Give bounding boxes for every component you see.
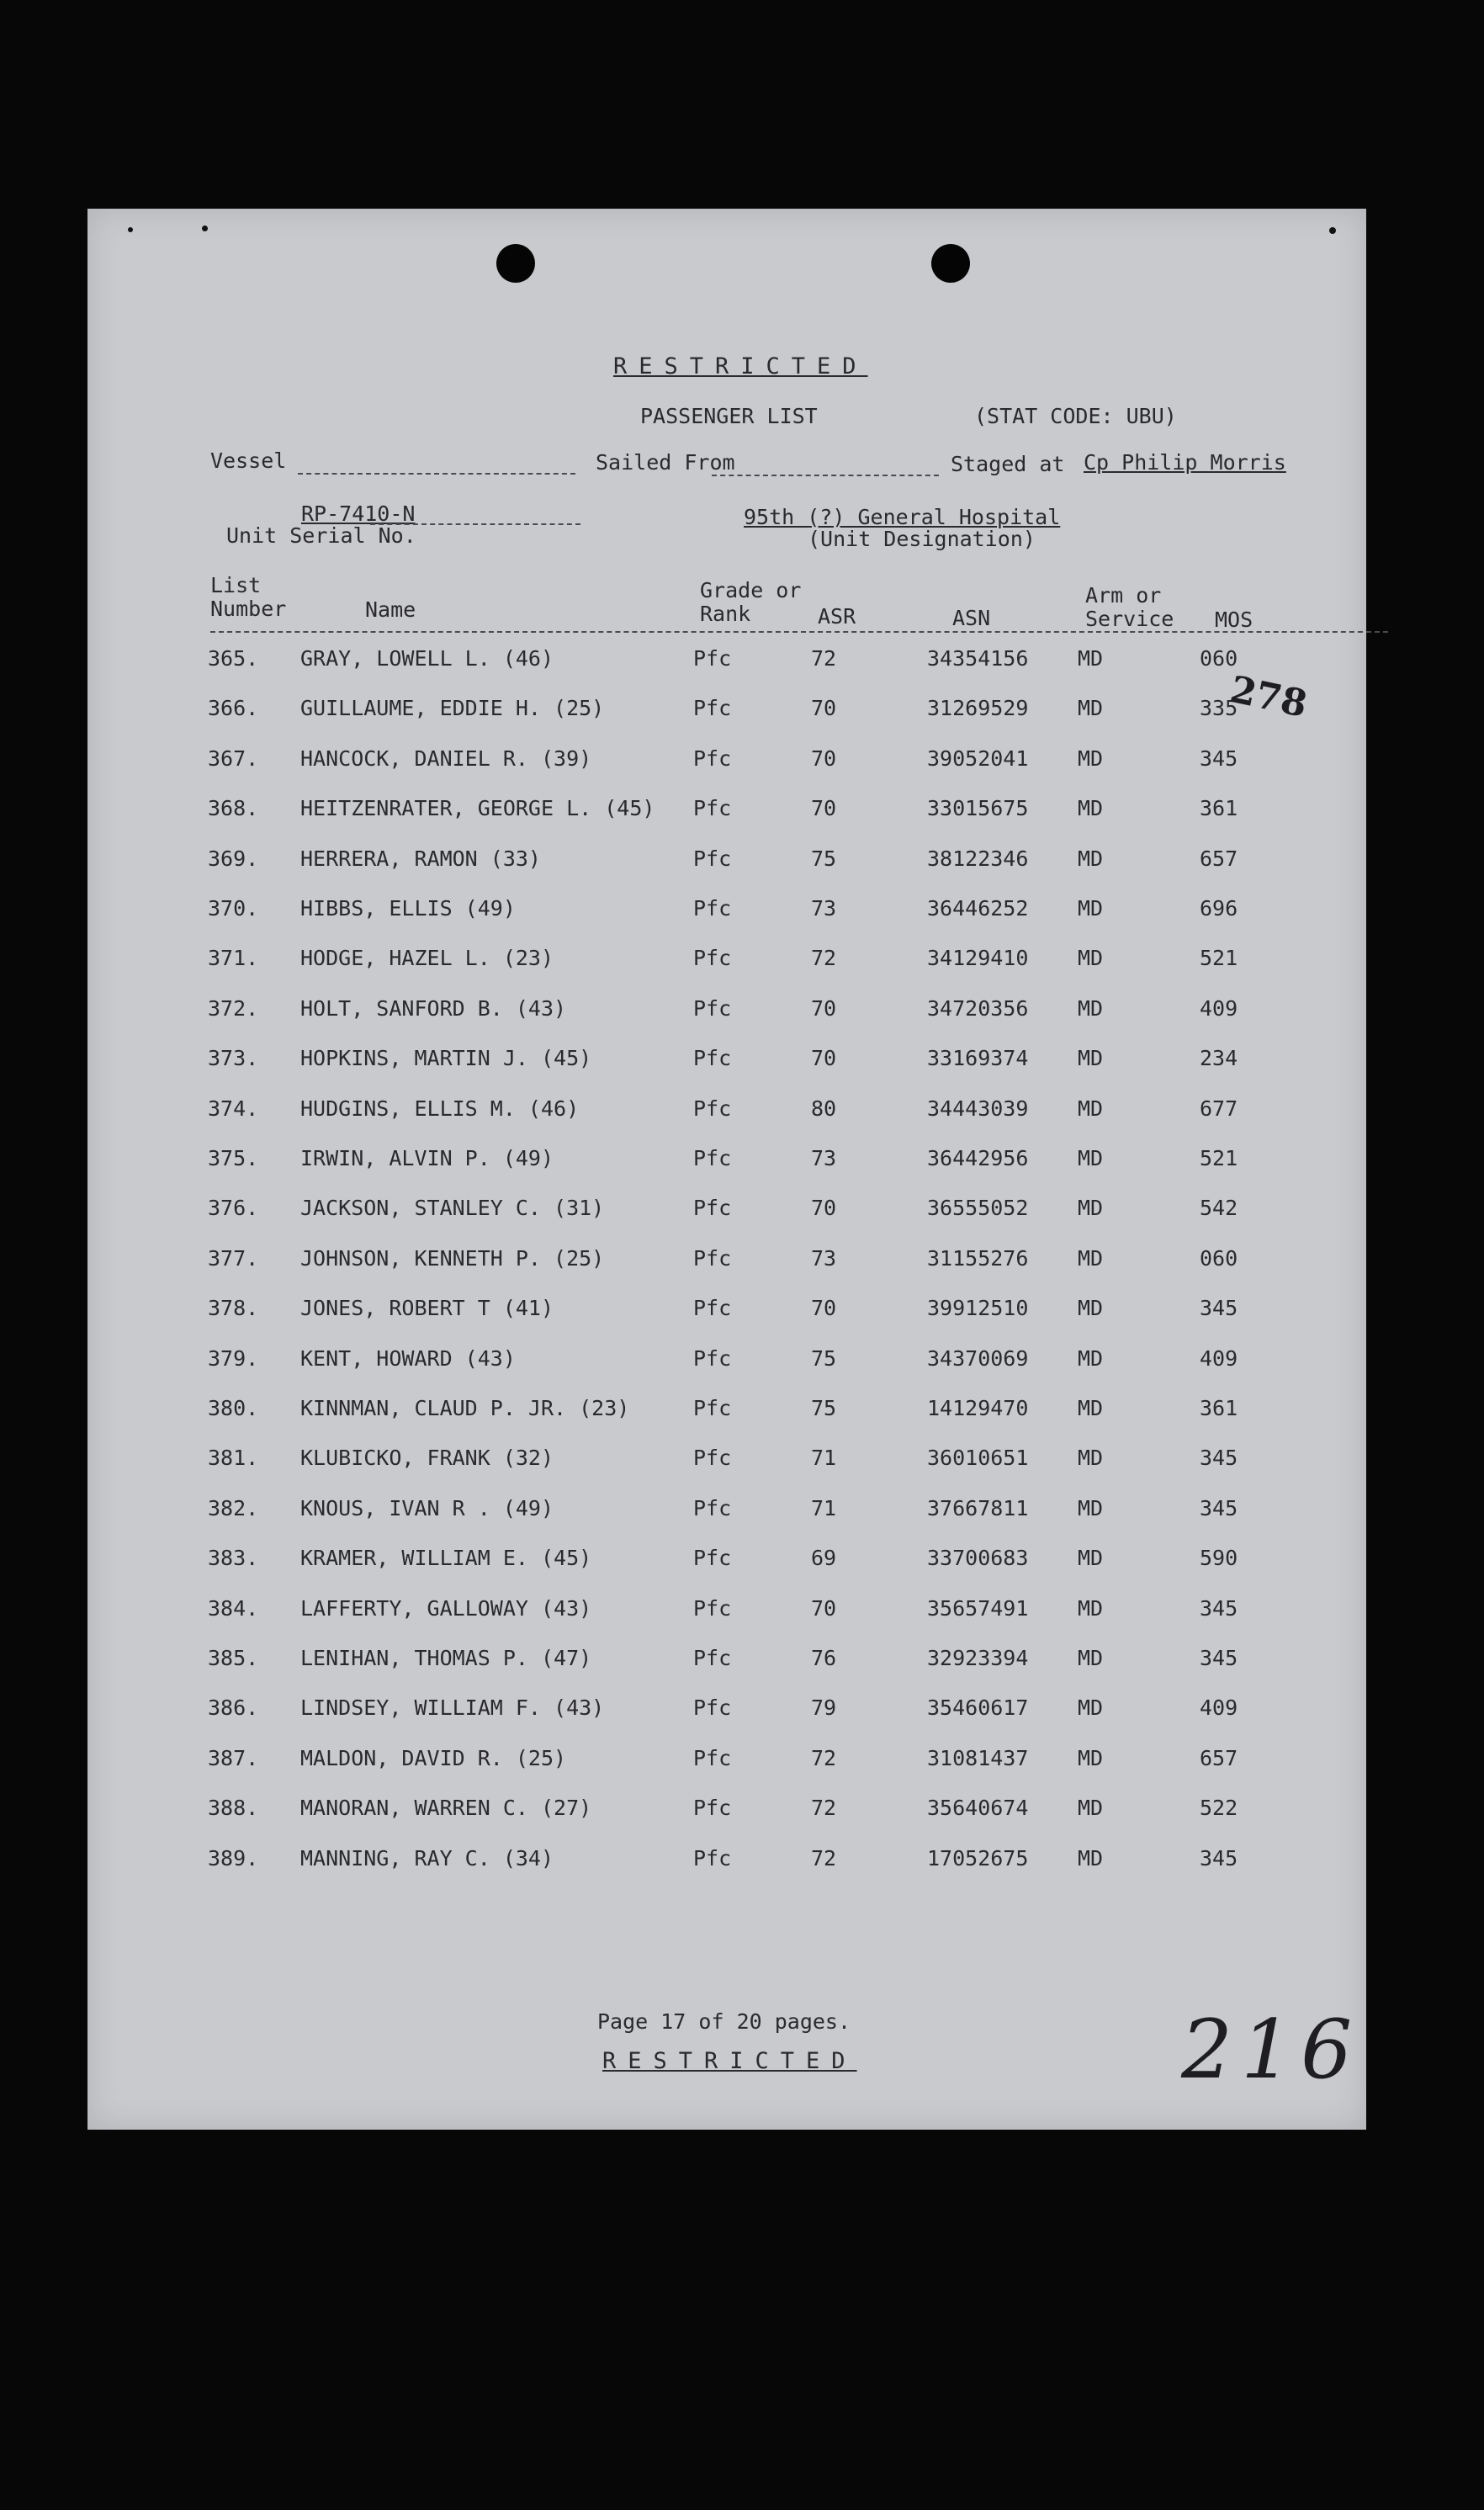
- asn-cell: 37667811: [927, 1496, 1029, 1520]
- grade-cell: Pfc: [693, 1296, 732, 1320]
- table-row: [87, 1146, 1366, 1193]
- arm-service-cell: MD: [1078, 1746, 1104, 1770]
- punch-hole: [496, 244, 535, 283]
- asr-cell: 72: [811, 646, 837, 671]
- mos-cell: 345: [1200, 746, 1238, 771]
- table-row: [87, 1346, 1366, 1393]
- arm-service-cell: MD: [1078, 1146, 1104, 1170]
- asr-cell: 69: [811, 1546, 837, 1570]
- list-number-cell: 374.: [208, 1096, 259, 1121]
- asr-cell: 70: [811, 746, 837, 771]
- arm-service-cell: MD: [1078, 1196, 1104, 1220]
- table-row: [87, 1596, 1366, 1643]
- name-cell: MALDON, DAVID R. (25): [300, 1746, 567, 1770]
- mos-cell: 361: [1200, 1396, 1238, 1420]
- table-row: [87, 746, 1366, 793]
- asn-cell: 36446252: [927, 896, 1029, 921]
- table-row: [87, 1396, 1366, 1443]
- grade-cell: Pfc: [693, 1695, 732, 1720]
- grade-cell: Pfc: [693, 1096, 732, 1121]
- arm-service-cell: MD: [1078, 996, 1104, 1021]
- mos-cell: 060: [1200, 646, 1238, 671]
- handwritten-page-number: 216: [1181, 2003, 1361, 2097]
- table-row: [87, 1546, 1366, 1593]
- asr-cell: 70: [811, 1596, 837, 1621]
- col-header-arm: Arm or Service: [1085, 583, 1174, 631]
- grade-cell: Pfc: [693, 746, 732, 771]
- grade-cell: Pfc: [693, 1146, 732, 1170]
- list-number-cell: 373.: [208, 1046, 259, 1070]
- table-row: [87, 996, 1366, 1043]
- asr-cell: 76: [811, 1646, 837, 1670]
- mos-cell: 409: [1200, 1346, 1238, 1371]
- name-cell: MANNING, RAY C. (34): [300, 1846, 554, 1871]
- mos-cell: 345: [1200, 1646, 1238, 1670]
- grade-cell: Pfc: [693, 1396, 732, 1420]
- header-rule: [210, 631, 1388, 633]
- col-header-asr: ASR: [818, 604, 856, 629]
- mos-cell: 409: [1200, 996, 1238, 1021]
- asr-cell: 71: [811, 1446, 837, 1470]
- asn-cell: 33700683: [927, 1546, 1029, 1570]
- mos-cell: 345: [1200, 1296, 1238, 1320]
- list-number-cell: 383.: [208, 1546, 259, 1570]
- asn-cell: 34720356: [927, 996, 1029, 1021]
- asn-cell: 17052675: [927, 1846, 1029, 1871]
- asr-cell: 72: [811, 946, 837, 970]
- name-cell: LINDSEY, WILLIAM F. (43): [300, 1695, 605, 1720]
- name-cell: HEITZENRATER, GEORGE L. (45): [300, 796, 655, 820]
- asr-cell: 75: [811, 1346, 837, 1371]
- grade-cell: Pfc: [693, 946, 732, 970]
- name-cell: LENIHAN, THOMAS P. (47): [300, 1646, 592, 1670]
- name-cell: KNOUS, IVAN R . (49): [300, 1496, 554, 1520]
- list-number-cell: 377.: [208, 1246, 259, 1271]
- asr-cell: 75: [811, 846, 837, 871]
- table-row: [87, 1846, 1366, 1893]
- grade-cell: Pfc: [693, 1846, 732, 1871]
- speck: [1329, 227, 1336, 234]
- table-row: [87, 846, 1366, 894]
- mos-cell: 345: [1200, 1496, 1238, 1520]
- mos-cell: 234: [1200, 1046, 1238, 1070]
- arm-service-cell: MD: [1078, 1346, 1104, 1371]
- mos-cell: 522: [1200, 1796, 1238, 1820]
- asn-cell: 38122346: [927, 846, 1029, 871]
- table-row: [87, 1096, 1366, 1144]
- grade-cell: Pfc: [693, 1046, 732, 1070]
- list-number-cell: 371.: [208, 946, 259, 970]
- asr-cell: 70: [811, 1296, 837, 1320]
- table-row: [87, 1695, 1366, 1743]
- mos-cell: 361: [1200, 796, 1238, 820]
- mos-cell: 345: [1200, 1846, 1238, 1871]
- asr-cell: 73: [811, 896, 837, 921]
- grade-cell: Pfc: [693, 1546, 732, 1570]
- mos-cell: 657: [1200, 1746, 1238, 1770]
- arm-service-cell: MD: [1078, 646, 1104, 671]
- asn-cell: 35640674: [927, 1796, 1029, 1820]
- staged-at-label: Staged at: [951, 452, 1065, 476]
- page-footer-text: Page 17 of 20 pages.: [597, 2009, 851, 2034]
- arm-service-cell: MD: [1078, 1396, 1104, 1420]
- name-cell: JACKSON, STANLEY C. (31): [300, 1196, 605, 1220]
- unit-serial-label: Unit Serial No.: [226, 523, 416, 548]
- mos-cell: 345: [1200, 1446, 1238, 1470]
- col-header-grade: Grade or Rank: [700, 578, 802, 626]
- unit-designation-label: (Unit Designation): [808, 527, 1036, 551]
- arm-service-cell: MD: [1078, 1546, 1104, 1570]
- name-cell: KENT, HOWARD (43): [300, 1346, 516, 1371]
- grade-cell: Pfc: [693, 896, 732, 921]
- unit-serial-value: RP-7410-N: [301, 501, 416, 526]
- classification-footer: RESTRICTED: [602, 2048, 857, 2074]
- name-cell: HIBBS, ELLIS (49): [300, 896, 516, 921]
- mos-cell: 542: [1200, 1196, 1238, 1220]
- mos-cell: 521: [1200, 1146, 1238, 1170]
- arm-service-cell: MD: [1078, 896, 1104, 921]
- asn-cell: 32923394: [927, 1646, 1029, 1670]
- asn-cell: 39912510: [927, 1296, 1029, 1320]
- list-number-cell: 381.: [208, 1446, 259, 1470]
- asn-cell: 31081437: [927, 1746, 1029, 1770]
- punch-hole: [931, 244, 970, 283]
- asn-cell: 14129470: [927, 1396, 1029, 1420]
- vessel-label: Vessel: [210, 448, 287, 473]
- list-number-cell: 387.: [208, 1746, 259, 1770]
- list-number-cell: 379.: [208, 1346, 259, 1371]
- table-row: [87, 1496, 1366, 1543]
- asr-cell: 72: [811, 1746, 837, 1770]
- asn-cell: 31155276: [927, 1246, 1029, 1271]
- sailed-from-label: Sailed From: [596, 450, 735, 475]
- arm-service-cell: MD: [1078, 1096, 1104, 1121]
- arm-service-cell: MD: [1078, 746, 1104, 771]
- list-number-cell: 367.: [208, 746, 259, 771]
- grade-cell: Pfc: [693, 1446, 732, 1470]
- asr-cell: 70: [811, 996, 837, 1021]
- mos-cell: 677: [1200, 1096, 1238, 1121]
- speck: [202, 226, 208, 231]
- arm-service-cell: MD: [1078, 1496, 1104, 1520]
- asn-cell: 34354156: [927, 646, 1029, 671]
- asn-cell: 31269529: [927, 696, 1029, 720]
- staged-at-value: Cp Philip Morris: [1084, 450, 1286, 475]
- mos-cell: 657: [1200, 846, 1238, 871]
- arm-service-cell: MD: [1078, 1695, 1104, 1720]
- arm-service-cell: MD: [1078, 1446, 1104, 1470]
- grade-cell: Pfc: [693, 996, 732, 1021]
- arm-service-cell: MD: [1078, 1296, 1104, 1320]
- table-row: [87, 896, 1366, 943]
- list-number-cell: 368.: [208, 796, 259, 820]
- grade-cell: Pfc: [693, 696, 732, 720]
- arm-service-cell: MD: [1078, 946, 1104, 970]
- stat-code: (STAT CODE: UBU): [974, 404, 1177, 428]
- classification-header: RESTRICTED: [613, 353, 868, 379]
- name-cell: KRAMER, WILLIAM E. (45): [300, 1546, 592, 1570]
- speck: [128, 227, 133, 232]
- mos-cell: 590: [1200, 1546, 1238, 1570]
- list-number-cell: 385.: [208, 1646, 259, 1670]
- list-number-cell: 384.: [208, 1596, 259, 1621]
- sailed-from-blank: [712, 475, 939, 476]
- mos-cell: 409: [1200, 1695, 1238, 1720]
- table-row: [87, 946, 1366, 993]
- document-title: PASSENGER LIST: [640, 404, 818, 428]
- arm-service-cell: MD: [1078, 1646, 1104, 1670]
- name-cell: HOPKINS, MARTIN J. (45): [300, 1046, 592, 1070]
- asn-cell: 35460617: [927, 1695, 1029, 1720]
- asn-cell: 39052041: [927, 746, 1029, 771]
- asr-cell: 79: [811, 1695, 837, 1720]
- grade-cell: Pfc: [693, 1196, 732, 1220]
- asn-cell: 33015675: [927, 796, 1029, 820]
- list-number-cell: 389.: [208, 1846, 259, 1871]
- table-row: [87, 1796, 1366, 1843]
- mos-cell: 521: [1200, 946, 1238, 970]
- asr-cell: 72: [811, 1846, 837, 1871]
- stamp-number: 278: [1226, 668, 1312, 726]
- name-cell: KINNMAN, CLAUD P. JR. (23): [300, 1396, 630, 1420]
- grade-cell: Pfc: [693, 1246, 732, 1271]
- list-number-cell: 388.: [208, 1796, 259, 1820]
- asn-cell: 34129410: [927, 946, 1029, 970]
- table-row: [87, 1296, 1366, 1343]
- col-header-list-number: List Number: [210, 573, 287, 621]
- grade-cell: Pfc: [693, 1796, 732, 1820]
- arm-service-cell: MD: [1078, 846, 1104, 871]
- arm-service-cell: MD: [1078, 1846, 1104, 1871]
- name-cell: GRAY, LOWELL L. (46): [300, 646, 554, 671]
- grade-cell: Pfc: [693, 1346, 732, 1371]
- list-number-cell: 366.: [208, 696, 259, 720]
- arm-service-cell: MD: [1078, 1246, 1104, 1271]
- list-number-cell: 365.: [208, 646, 259, 671]
- grade-cell: Pfc: [693, 1496, 732, 1520]
- asn-cell: 35657491: [927, 1596, 1029, 1621]
- table-row: [87, 1746, 1366, 1793]
- table-row: [87, 646, 1366, 693]
- asr-cell: 70: [811, 796, 837, 820]
- grade-cell: Pfc: [693, 846, 732, 871]
- grade-cell: Pfc: [693, 646, 732, 671]
- asn-cell: 36555052: [927, 1196, 1029, 1220]
- table-row: [87, 1196, 1366, 1243]
- name-cell: KLUBICKO, FRANK (32): [300, 1446, 554, 1470]
- name-cell: JOHNSON, KENNETH P. (25): [300, 1246, 605, 1271]
- table-row: [87, 1246, 1366, 1293]
- col-header-mos: MOS: [1215, 608, 1253, 632]
- grade-cell: Pfc: [693, 1596, 732, 1621]
- list-number-cell: 370.: [208, 896, 259, 921]
- document-page: [87, 209, 1366, 2130]
- table-row: [87, 1046, 1366, 1093]
- asr-cell: 72: [811, 1796, 837, 1820]
- table-row: [87, 1446, 1366, 1493]
- vessel-blank: [298, 473, 575, 475]
- asr-cell: 70: [811, 1196, 837, 1220]
- list-number-cell: 382.: [208, 1496, 259, 1520]
- asn-cell: 36442956: [927, 1146, 1029, 1170]
- grade-cell: Pfc: [693, 796, 732, 820]
- name-cell: HANCOCK, DANIEL R. (39): [300, 746, 592, 771]
- arm-service-cell: MD: [1078, 696, 1104, 720]
- name-cell: GUILLAUME, EDDIE H. (25): [300, 696, 605, 720]
- list-number-cell: 375.: [208, 1146, 259, 1170]
- name-cell: LAFFERTY, GALLOWAY (43): [300, 1596, 592, 1621]
- unit-designation-value: 95th (?) General Hospital: [744, 505, 1061, 529]
- name-cell: IRWIN, ALVIN P. (49): [300, 1146, 554, 1170]
- list-number-cell: 372.: [208, 996, 259, 1021]
- arm-service-cell: MD: [1078, 1596, 1104, 1621]
- col-header-name: Name: [365, 597, 416, 622]
- asr-cell: 73: [811, 1146, 837, 1170]
- list-number-cell: 378.: [208, 1296, 259, 1320]
- arm-service-cell: MD: [1078, 1796, 1104, 1820]
- asr-cell: 73: [811, 1246, 837, 1271]
- mos-cell: 060: [1200, 1246, 1238, 1271]
- asr-cell: 71: [811, 1496, 837, 1520]
- name-cell: JONES, ROBERT T (41): [300, 1296, 554, 1320]
- grade-cell: Pfc: [693, 1746, 732, 1770]
- arm-service-cell: MD: [1078, 1046, 1104, 1070]
- asn-cell: 33169374: [927, 1046, 1029, 1070]
- name-cell: HERRERA, RAMON (33): [300, 846, 541, 871]
- name-cell: HUDGINS, ELLIS M. (46): [300, 1096, 580, 1121]
- list-number-cell: 376.: [208, 1196, 259, 1220]
- name-cell: MANORAN, WARREN C. (27): [300, 1796, 592, 1820]
- mos-cell: 345: [1200, 1596, 1238, 1621]
- name-cell: HODGE, HAZEL L. (23): [300, 946, 554, 970]
- list-number-cell: 380.: [208, 1396, 259, 1420]
- asn-cell: 34443039: [927, 1096, 1029, 1121]
- mos-cell: 696: [1200, 896, 1238, 921]
- col-header-asn: ASN: [952, 606, 991, 630]
- name-cell: HOLT, SANFORD B. (43): [300, 996, 567, 1021]
- list-number-cell: 369.: [208, 846, 259, 871]
- arm-service-cell: MD: [1078, 796, 1104, 820]
- asr-cell: 70: [811, 696, 837, 720]
- table-row: [87, 696, 1366, 743]
- asn-cell: 36010651: [927, 1446, 1029, 1470]
- grade-cell: Pfc: [693, 1646, 732, 1670]
- asn-cell: 34370069: [927, 1346, 1029, 1371]
- table-row: [87, 1646, 1366, 1693]
- list-number-cell: 386.: [208, 1695, 259, 1720]
- asr-cell: 70: [811, 1046, 837, 1070]
- asr-cell: 75: [811, 1396, 837, 1420]
- mos-cell: 335: [1200, 696, 1238, 720]
- table-row: [87, 796, 1366, 843]
- asr-cell: 80: [811, 1096, 837, 1121]
